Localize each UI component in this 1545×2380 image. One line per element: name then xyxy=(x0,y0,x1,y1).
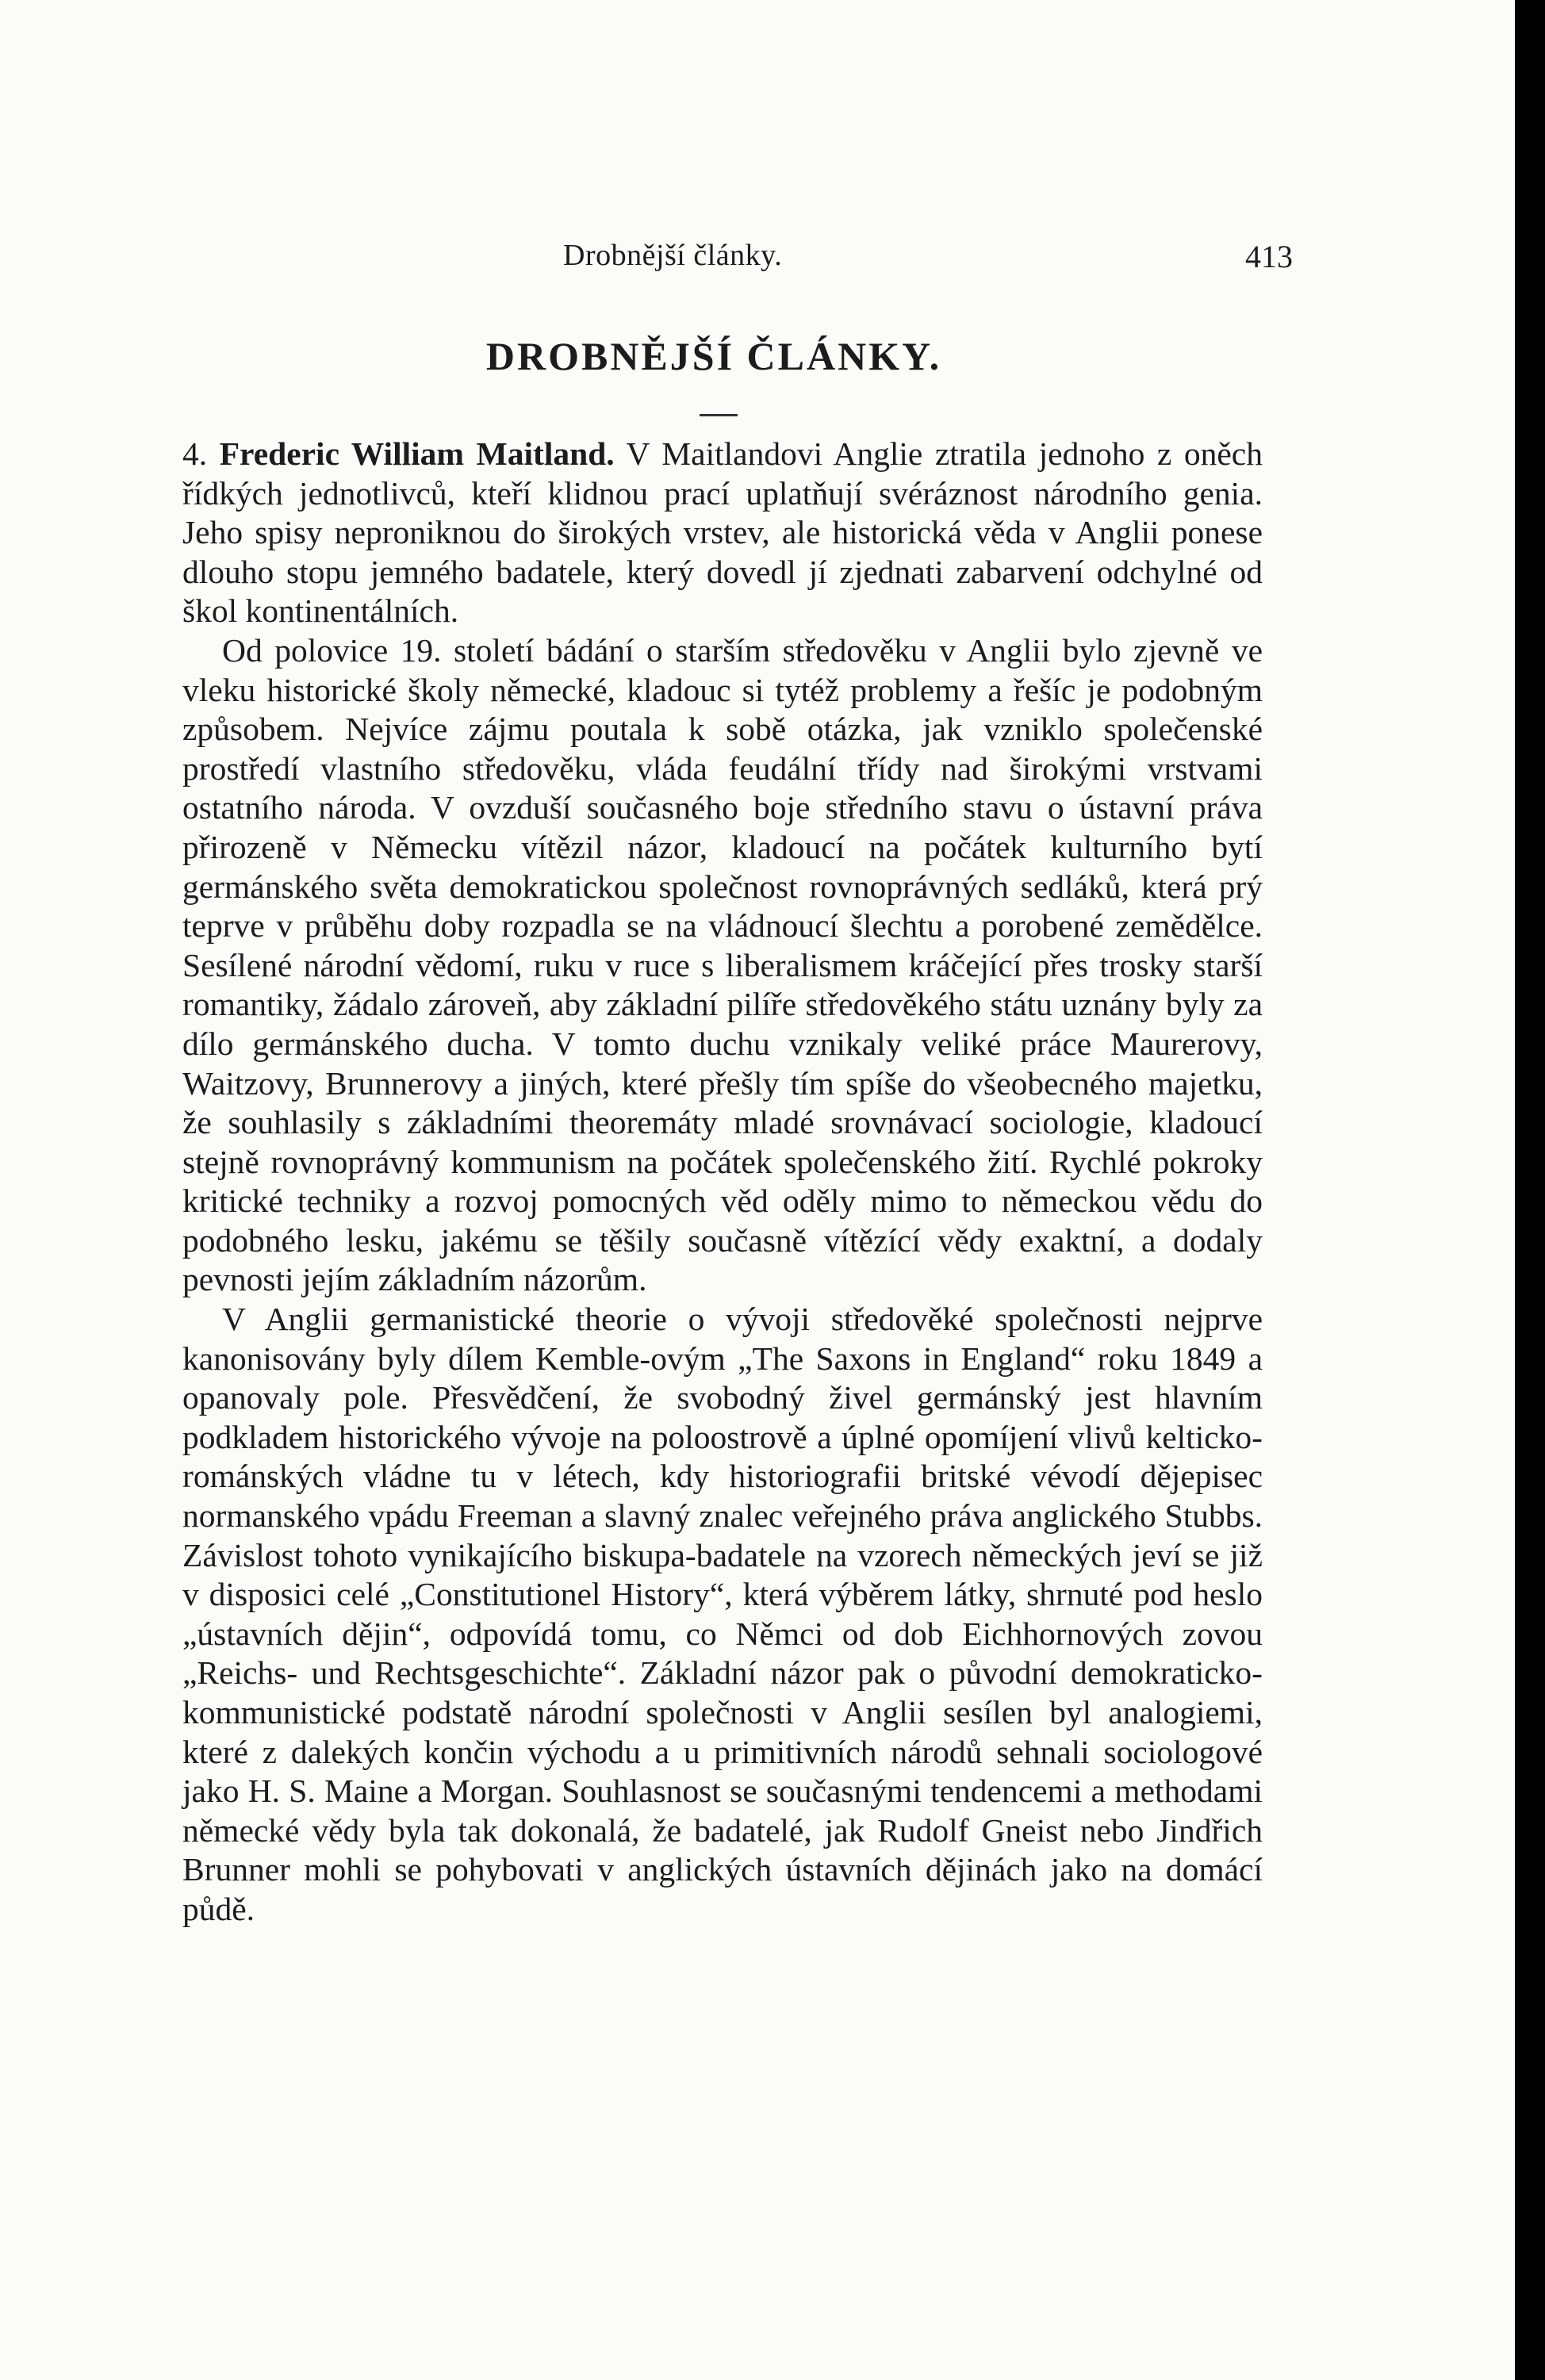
article-title: Frederic William Maitland. xyxy=(219,435,615,472)
article-number: 4. xyxy=(182,435,208,472)
paragraph-1 xyxy=(182,435,1263,631)
running-title: Drobnější články. xyxy=(563,239,783,272)
paragraph-3: V Anglii germanistické theorie o vývoji středověké společnosti nejprve kanonisovány byly dílem Kemble-ovým „The Saxons in England“ roku 1849 a opanovaly pole. Přesvědčení, že svobodný živel germánský jest hlavním podkladem historického vývoje na poloostrově a úplné opomíjení vlivů kelticko-románských vládne tu v létech, kdy historiografii britské vévodí dějepisec normanského vpádu Freeman a slavný znalec veřejného práva anglického Stubbs. Závislost tohoto vynikajícího biskupa-badatele na vzorech německých jeví se již v disposici celé „Constitutionel History“, která výběrem látky, shrnuté pod heslo „ústavních dějin“, odpovídá tomu, co Němci od dob Eichhornových zovou „Reichs- und Rechtsgeschichte“. Základní názor pak o původní demokraticko-kommunistické podstatě národní společnosti v Anglii sesílen byl analogiemi, které z dalekých končin východu a u primitivních národů sehnali sociologové jako H. S. Maine a Morgan. Souhlasnost se současnými tendencemi a methodami německé vědy byla tak dokonalá, že badatelé, jak Rudolf Gneist nebo Jindřich Brunner mohli se pohybovati v anglických ústavních dějinách jako na domácí půdě. xyxy=(182,1301,1263,1927)
page-header xyxy=(547,238,1293,286)
paragraph-1-text: V Maitlandovi Anglie ztratila jednoho z oněch řídkých jednotlivců, kteří klidnou prací uplatňují svéráznost národního genia. Jeho spisy neproniknou do širokých vrstev, ale historická věda v Anglii ponese dlouho stopu jemného badatele, který dovedl jí zjednati zabarvení odchylné od škol kontinentálních. xyxy=(182,435,1263,630)
article-body xyxy=(182,435,1263,1930)
section-heading: DROBNĚJŠÍ ČLÁNKY. xyxy=(485,334,942,378)
heading-divider xyxy=(700,414,738,416)
page-number: 413 xyxy=(1245,239,1293,274)
paragraph-2: Od polovice 19. století bádání o starším středověku v Anglii bylo zjevně ve vleku historické školy německé, kladouc si tytéž problemy a řešíc je podobným způsobem. Nejvíce zájmu poutala k sobě otázka, jak vzniklo společenské prostředí vlastního středověku, vláda feudální třídy nad širokými vrstvami ostatního národa. V ovzduší současného boje středního stavu o ústavní práva přirozeně v Německu vítězil názor, kladoucí na počátek kulturního bytí germánského světa demokratickou společnost rovnoprávných sedláků, která prý teprve v průběhu doby rozpadla se na vládnoucí šlechtu a porobené zemědělce. Sesílené národní vědomí, ruku v ruce s liberalismem kráčející přes trosky starší romantiky, žádalo zároveň, aby základní pilíře středověkého státu uznány byly za dílo germánského ducha. V tomto duchu vznikaly veliké práce Maurerovy, Waitzovy, Brunnerovy a jiných, které přešly tím spíše do všeobecného majetku, že souhlasily s základními theoremáty mladé srovnávací sociologie, kladoucí stejně rovnoprávný kommunism na počátek společenského žití. Rychlé pokroky kritické techniky a rozvoj pomocných věd oděly mimo to německou vědu do podobného lesku, jakému se těšily současně vítězící vědy exaktní, a dodaly pevnosti jejím základním názorům. xyxy=(182,631,1263,1298)
